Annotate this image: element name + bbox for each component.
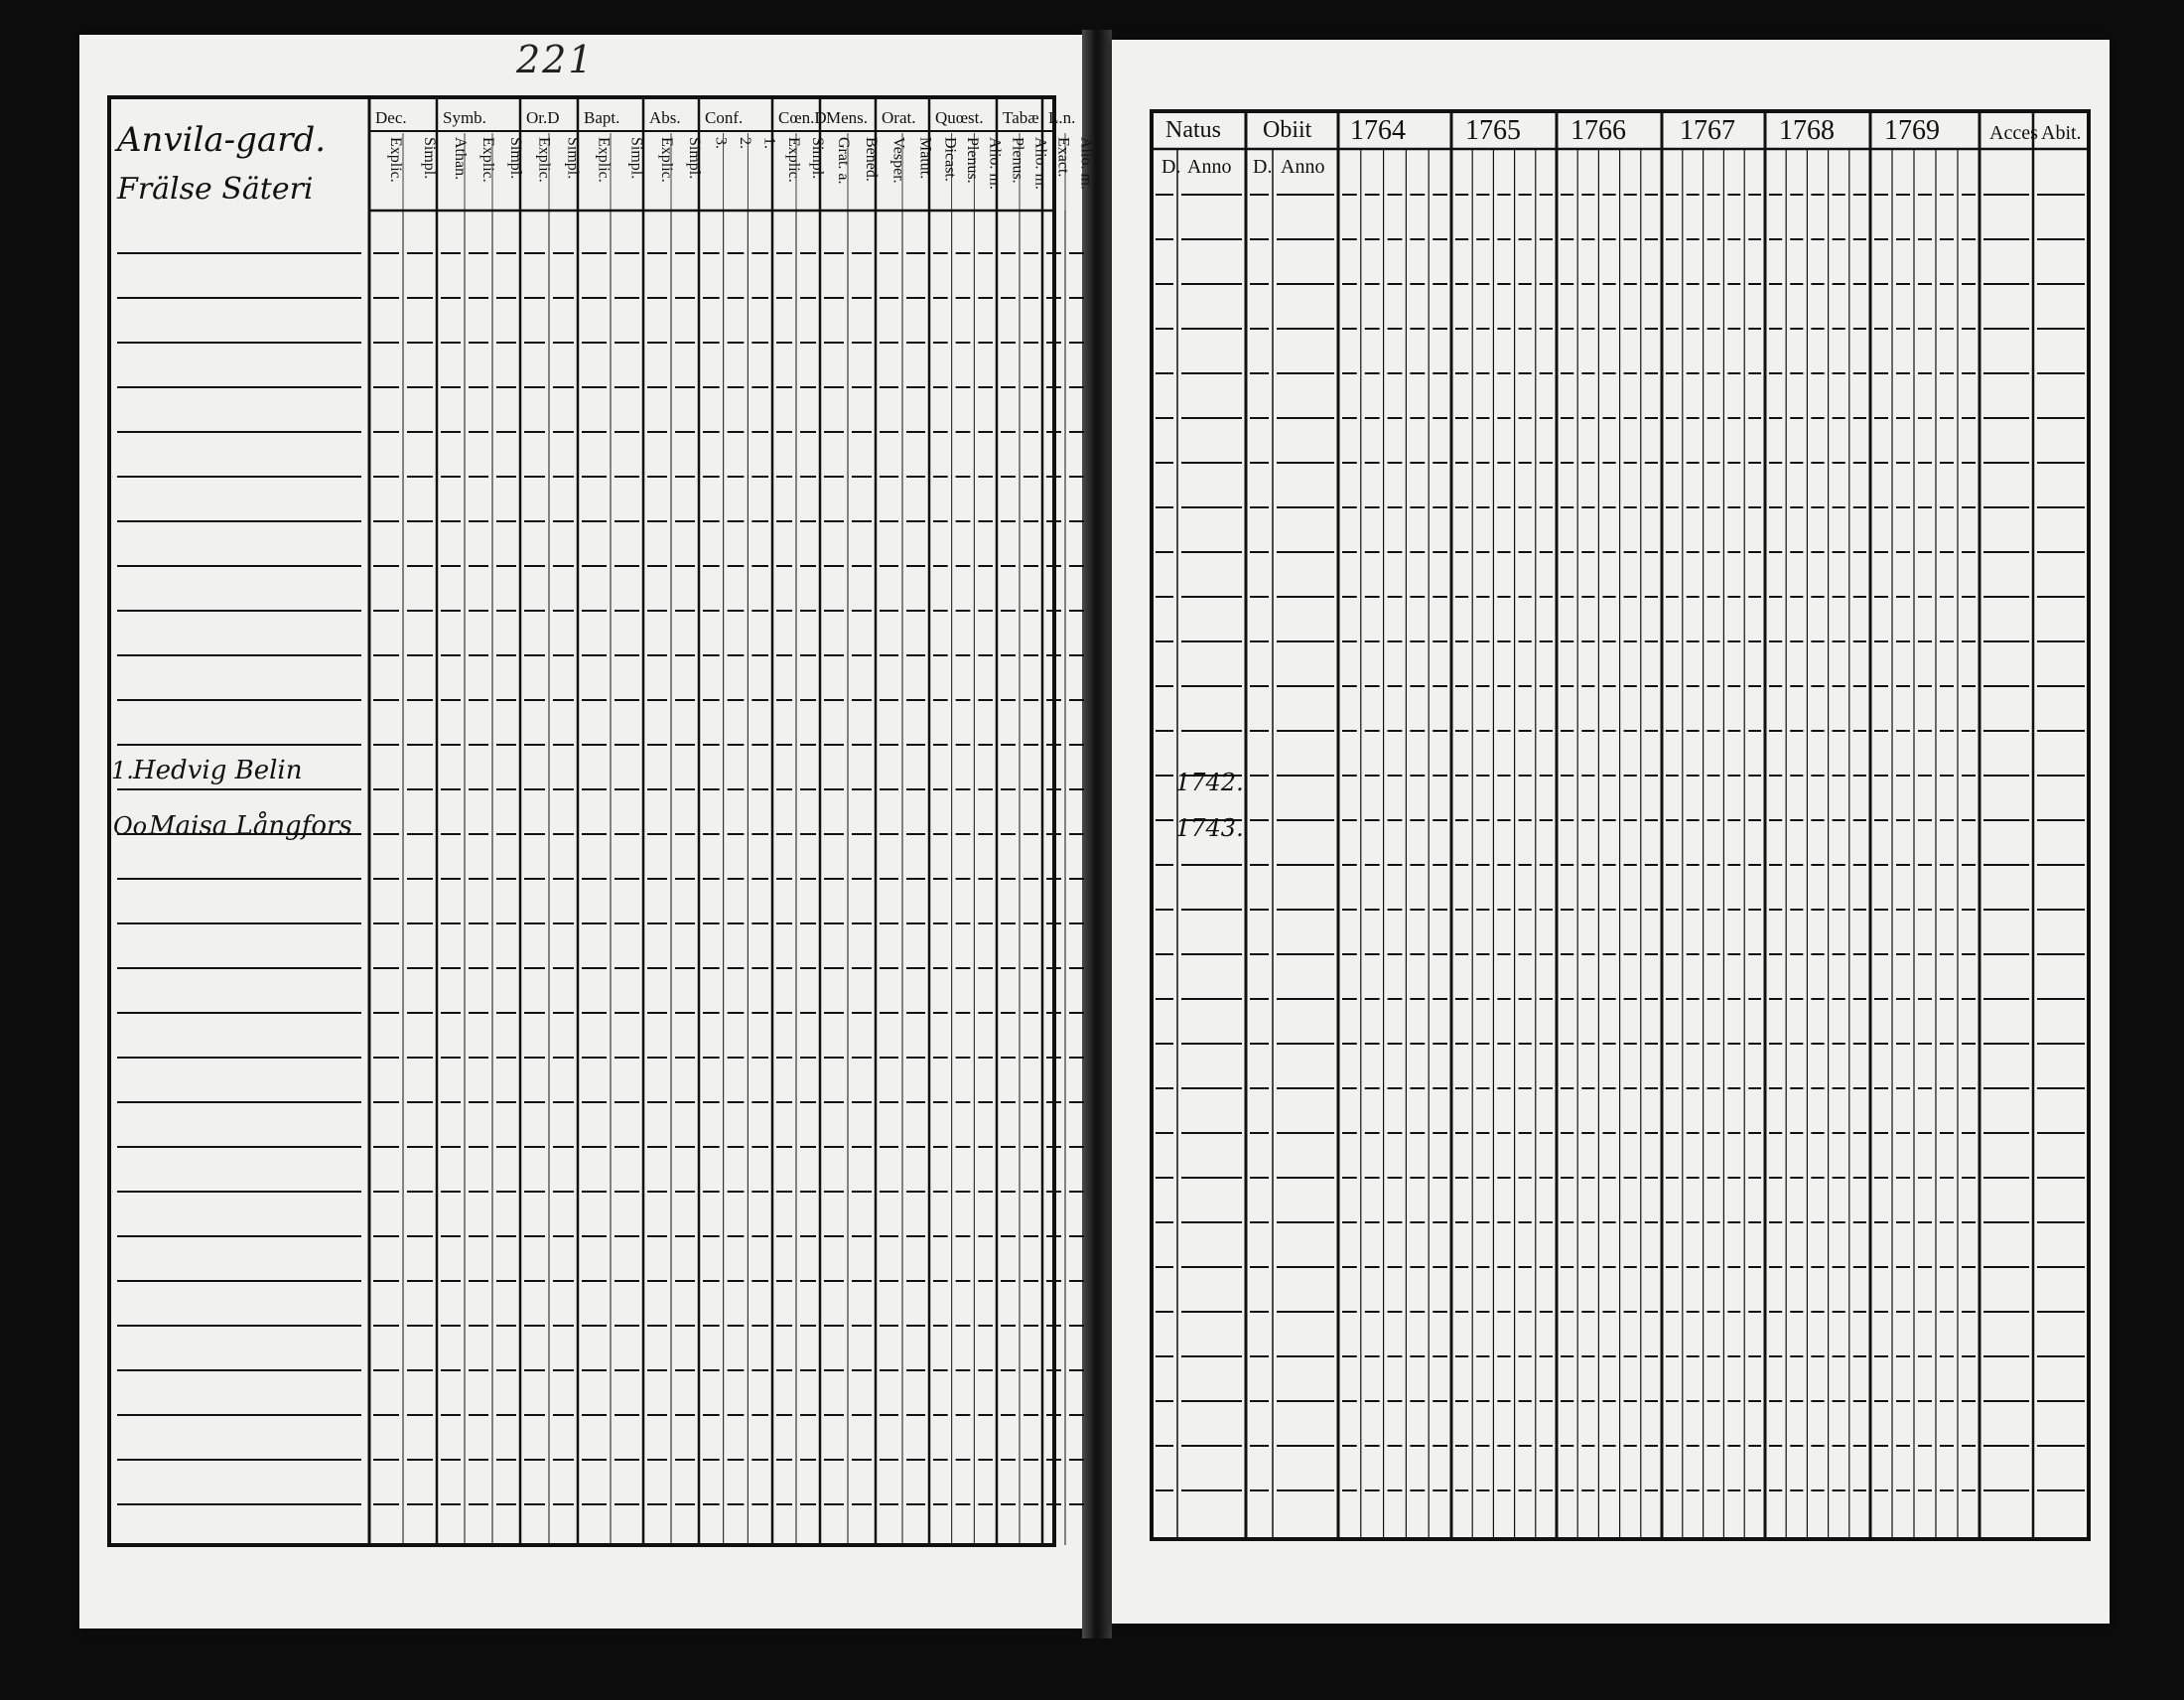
left-column-sub-3-0: Explic. [595, 137, 613, 183]
left-column-sub-5-2: 1. [760, 137, 778, 149]
left-column-head-6: Cœn.D [778, 108, 827, 127]
left-column-sub-1-0: Athan. [452, 137, 469, 181]
left-column-sub-6-0: Explic. [785, 137, 802, 183]
left-column-sub-3-1: Simpl. [627, 137, 645, 180]
obiit-day-label: D. [1253, 156, 1273, 178]
left-column-sub-6-1: Simpl. [809, 137, 826, 180]
natus-day-label: D. [1161, 156, 1181, 178]
left-column-head-10: Tabæ [1003, 108, 1039, 127]
left-column-sub-8-1: Matut. [916, 137, 934, 180]
year-1766: 1766 [1570, 115, 1626, 146]
year-1769: 1769 [1884, 115, 1940, 146]
left-column-sub-1-2: Simpl. [507, 137, 524, 180]
left-column-sub-1-1: Explic. [479, 137, 496, 183]
left-column-head-2: Or.D [526, 108, 560, 127]
left-column-head-7: Mens. [826, 108, 869, 127]
left-column-head-5: Conf. [705, 108, 744, 127]
obiit-header: Obiit [1263, 117, 1312, 143]
left-column-head-9: Quœst. [935, 108, 984, 127]
natus-anno-label: Anno [1187, 156, 1232, 178]
left-column-sub-5-1: 2. [737, 137, 753, 149]
left-column-sub-11-1: Alio. m. [1077, 137, 1095, 190]
left-column-sub-10-0: Plenus. [1009, 137, 1026, 184]
left-column-head-0: Dec. [375, 108, 407, 127]
obiit-anno-label: Anno [1281, 156, 1325, 178]
year-1764: 1764 [1350, 115, 1406, 146]
left-column-head-11: L.n. [1048, 108, 1076, 127]
left-column-sub-4-1: Simpl. [686, 137, 703, 180]
left-column-sub-7-0: Grat. a. [835, 137, 852, 185]
left-column-head-1: Symb. [443, 108, 486, 127]
entry-name-1: Hedvig Belin [133, 756, 303, 785]
left-column-sub-9-0: Dicast. [941, 137, 959, 182]
left-column-head-8: Orat. [882, 108, 916, 127]
left-column-head-3: Bapt. [584, 108, 620, 127]
birth-year-2: 1743. [1175, 814, 1244, 842]
left-column-sub-2-0: Explic. [535, 137, 553, 183]
left-column-sub-0-1: Simpl. [421, 137, 438, 180]
acces-header: Acces [1989, 122, 2038, 144]
place-name-line-2: Frälse Säteri [117, 172, 314, 207]
place-name-line-1: Anvila-gard. [117, 120, 327, 160]
year-1767: 1767 [1680, 115, 1735, 146]
entry-name-2: Maisa Långfors [149, 811, 352, 841]
left-column-sub-2-1: Simpl. [564, 137, 582, 180]
entry-mark-2: Oo [113, 812, 148, 840]
left-column-head-4: Abs. [649, 108, 681, 127]
birth-year-1: 1742. [1175, 769, 1244, 796]
abit-header: Abit. [2041, 122, 2082, 144]
year-1768: 1768 [1779, 115, 1835, 146]
left-column-sub-8-0: Vesper. [889, 137, 907, 184]
natus-header: Natus [1165, 117, 1221, 143]
left-column-sub-11-0: Exact. [1054, 137, 1072, 178]
left-column-sub-0-0: Explic. [387, 137, 404, 183]
left-column-sub-9-1: Plenus. [964, 137, 981, 184]
left-column-sub-9-2: Alio. m. [986, 137, 1004, 190]
left-column-sub-4-0: Explic. [658, 137, 675, 183]
left-column-sub-10-1: Alio. m. [1031, 137, 1049, 190]
year-1765: 1765 [1465, 115, 1521, 146]
entry-mark-1: 1. [111, 757, 134, 784]
page-number: 221 [516, 38, 595, 81]
left-column-sub-7-1: Bened. [863, 137, 880, 182]
left-column-sub-5-0: 3. [712, 137, 730, 149]
right-ledger-grid [1152, 111, 2089, 1539]
